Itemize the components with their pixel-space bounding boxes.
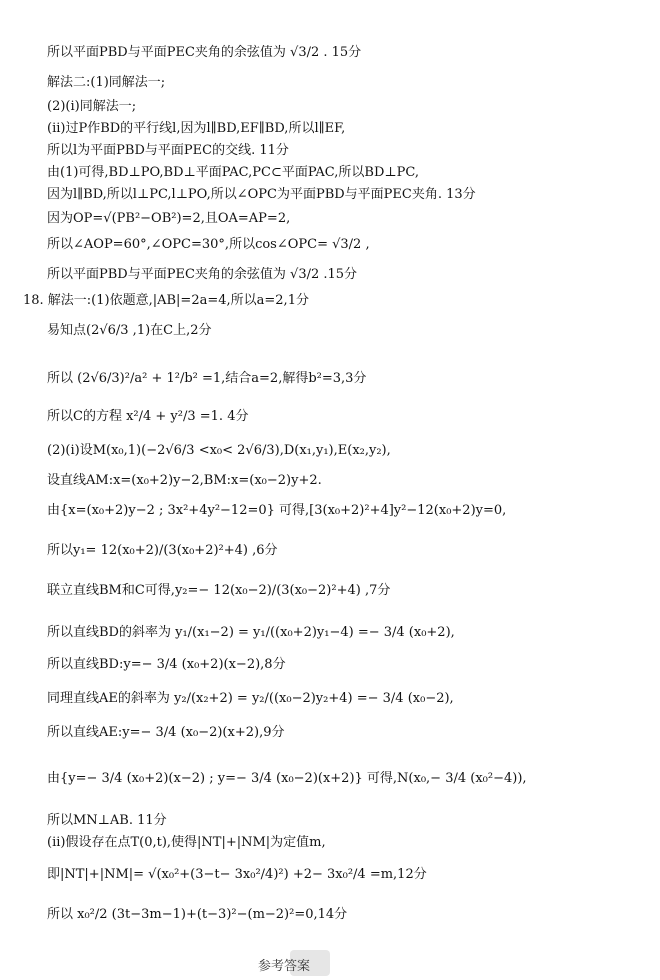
text-line: [47, 120, 345, 138]
text-line: [47, 442, 391, 460]
line-text: (2)(i)设M(x₀,1)(−2√6/3 <x₀< 2√6/3),D(x₁,y₁),E(x₂,y₂),: [47, 443, 391, 458]
text-line: [47, 142, 289, 160]
line-text: 所以C的方程 x²/4 + y²/3 =1. 4分: [47, 409, 249, 424]
line-text: 同理直线AE的斜率为 y₂/(x₂+2) = y₂/((x₀−2)y₂+4) =− 3/4 (x₀−2),: [47, 691, 454, 706]
line-text: 设直线AM:x=(x₀+2)y−2,BM:x=(x₀−2)y+2.: [47, 473, 322, 488]
page-footer: 参考答案: [258, 959, 311, 974]
line-text: 18. 解法一:(1)依题意,|AB|=2a=4,所以a=2,1分: [23, 293, 309, 308]
text-line: [47, 812, 167, 830]
line-text: 所以MN⊥AB. 11分: [47, 813, 167, 828]
line-text: 所以直线BD:y=− 3/4 (x₀+2)(x−2),8分: [47, 657, 286, 672]
line-text: 因为OP=√(PB²−OB²)=2,且OA=AP=2,: [47, 211, 291, 226]
text-line: [47, 44, 361, 62]
line-text: (ii)假设存在点T(0,t),使得|NT|+|NM|为定值m,: [47, 835, 326, 850]
line-text: 所以l为平面PBD与平面PEC的交线. 11分: [47, 143, 289, 158]
text-line: [47, 164, 419, 182]
line-text: 所以平面PBD与平面PEC夹角的余弦值为 √3/2 .15分: [47, 267, 358, 282]
text-line: [47, 74, 165, 92]
line-text: 由{y=− 3/4 (x₀+2)(x−2) ; y=− 3/4 (x₀−2)(x+2)} 可得,N(x₀,− 3/4 (x₀²−4)),: [47, 771, 527, 786]
problem-18-heading: [23, 292, 309, 310]
line-text: 联立直线BM和C可得,y₂=− 12(x₀−2)/(3(x₀−2)²+4) ,7分: [47, 583, 391, 598]
text-line: [47, 906, 347, 924]
text-line: [47, 322, 212, 340]
line-text: 由(1)可得,BD⊥PO,BD⊥平面PAC,PC⊂平面PAC,所以BD⊥PC,: [47, 165, 419, 180]
text-line: [47, 98, 136, 116]
line-text: 因为l∥BD,所以l⊥PC,l⊥PO,所以∠OPC为平面PBD与平面PEC夹角. 13分: [47, 187, 476, 202]
line-text: 由{x=(x₀+2)y−2 ; 3x²+4y²−12=0} 可得,[3(x₀+2)²+4]y²−12(x₀+2)y=0,: [47, 503, 507, 518]
text-line: [47, 724, 284, 742]
line-text: 易知点(2√6/3 ,1)在C上,2分: [47, 323, 212, 338]
text-line: [47, 502, 506, 520]
text-line: [47, 210, 290, 228]
text-line: [47, 866, 427, 884]
text-line: [47, 186, 476, 204]
text-line: [47, 266, 357, 284]
text-line: [47, 770, 527, 788]
text-line: [47, 834, 326, 852]
line-text: 所以平面PBD与平面PEC夹角的余弦值为 √3/2 . 15分: [47, 45, 362, 60]
line-text: 所以直线AE:y=− 3/4 (x₀−2)(x+2),9分: [47, 725, 285, 740]
text-line: [47, 582, 390, 600]
text-line: [47, 236, 370, 254]
line-text: 所以y₁= 12(x₀+2)/(3(x₀+2)²+4) ,6分: [47, 543, 278, 558]
text-line: [47, 542, 278, 560]
text-line: [47, 408, 248, 426]
line-text: 所以 (2√6/3)²/a² + 1²/b² =1,结合a=2,解得b²=3,3分: [47, 371, 367, 386]
text-line: [47, 690, 454, 708]
text-line: [47, 656, 286, 674]
line-text: 所以∠AOP=60°,∠OPC=30°,所以cos∠OPC= √3/2 ,: [47, 237, 370, 252]
text-line: [47, 624, 455, 642]
line-text: 即|NT|+|NM|= √(x₀²+(3−t− 3x₀²/4)²) +2− 3x₀²/4 =m,12分: [47, 867, 427, 882]
text-line: [47, 370, 366, 388]
line-text: 所以 x₀²/2 (3t−3m−1)+(t−3)²−(m−2)²=0,14分: [47, 907, 348, 922]
line-text: 解法二:(1)同解法一;: [47, 75, 166, 90]
line-text: (ii)过P作BD的平行线l,因为l∥BD,EF∥BD,所以l∥EF,: [47, 121, 346, 136]
line-text: 所以直线BD的斜率为 y₁/(x₁−2) = y₁/((x₀+2)y₁−4) =− 3/4 (x₀+2),: [47, 625, 455, 640]
text-line: [47, 472, 322, 490]
line-text: (2)(i)同解法一;: [47, 99, 137, 114]
